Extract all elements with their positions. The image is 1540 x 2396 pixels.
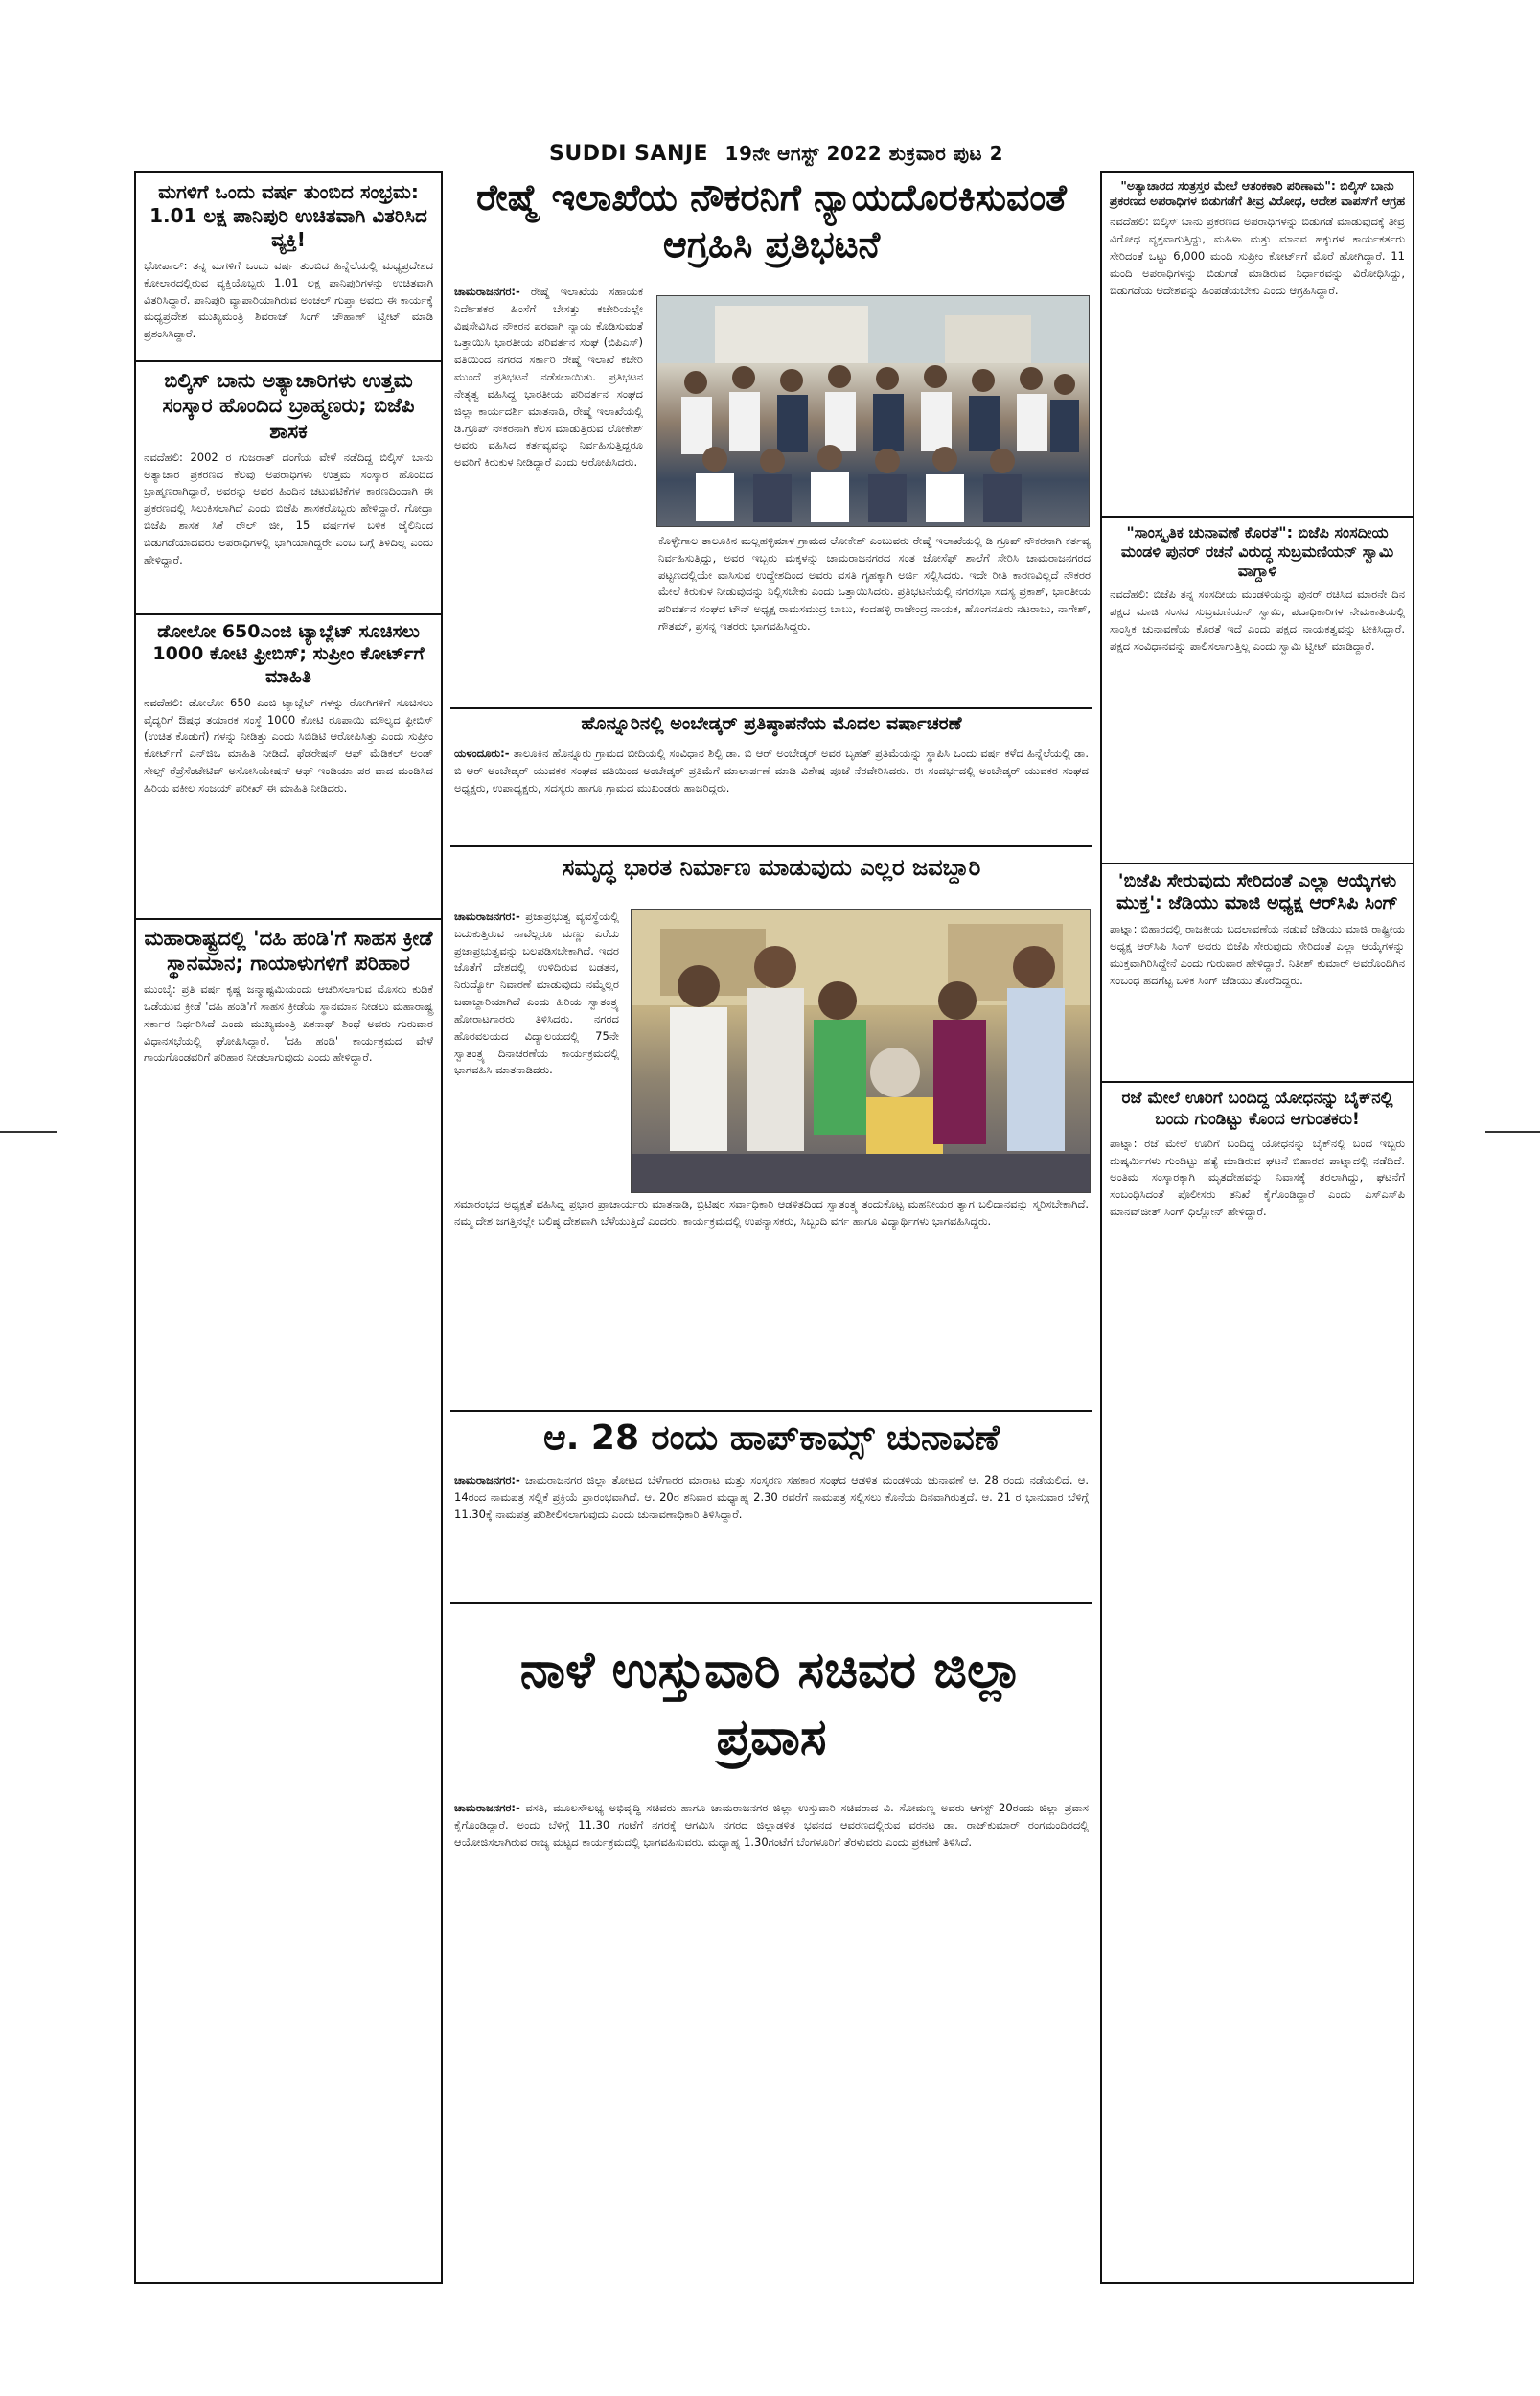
rule-hopcoms-top bbox=[450, 1410, 1092, 1412]
right-story1-headline: "ಅತ್ಯಾಚಾರದ ಸಂತ್ರಸ್ತರ ಮೇಲೆ ಆತಂಕಕಾರಿ ಪರಿಣಾಮ": ಬಿಲ್ಕಿಸ್ ಬಾನು ಪ್ರಕರಣದ ಅಪರಾಧಿಗಳ ಬಿಡುಗಡೆಗೆ ತೀವ್ರ ವಿರೋಧ, ಆದೇಶ ವಾಪಸ್‌ಗೆ ಆಗ್ರಹ bbox=[1109, 178, 1406, 208]
margin-tick-right bbox=[1485, 1131, 1540, 1133]
hopcoms-dateline: ಚಾಮರಾಜನಗರ:- bbox=[454, 1473, 520, 1486]
felicitation-photo-icon bbox=[632, 910, 1090, 1192]
left-story3-body: ನವದೆಹಲಿ: ಡೋಲೋ 650 ಎಂಜಿ ಟ್ಯಾಬ್ಲೆಟ್ ಗಳನ್ನು ರೋಗಿಗಳಿಗೆ ಸೂಚಿಸಲು ವೈದ್ಯರಿಗೆ ಔಷಧ ತಯಾರಕ ಸಂಸ್ಥೆ 1000 ಕೋಟಿ ರೂಪಾಯಿ ಮೌಲ್ಯದ ಫ್ರೀಬಿಸ್ (ಉಚಿತ ಕೊಡುಗೆ) ಗಳನ್ನು ನೀಡಿತ್ತು ಎಂದು ಸಿಬಿಡಿಟಿ ಆರೋಪಿಸಿತ್ತು ಎಂದು ಸುಪ್ರೀಂ ಕೋರ್ಟ್‌ಗೆ ಎನ್‌ಜಿಒ ಮಾಹಿತಿ ನೀಡಿದೆ. ಫೆಡರೇಷನ್ ಆಫ್ ಮೆಡಿಕಲ್ ಅಂಡ್ ಸೇಲ್ಸ್ ರೆಪ್ರೆಸೆಂಟೇಟಿವ್ ಅಸೋಸಿಯೇಷನ್ ಆಫ್ ಇಂಡಿಯಾ ಪರ ವಾದ ಮಂಡಿಸಿದ ಹಿರಿಯ ವಕೀಲ ಸಂಜಯ್ ಪರೀಖ್ ಈ ಮಾಹಿತಿ ನೀಡಿದರು. bbox=[144, 695, 433, 795]
ambedkar-body-block bbox=[450, 746, 1092, 841]
margin-tick-left bbox=[0, 1131, 57, 1133]
samruddha-body-full: ಸಮಾರಂಭದ ಅಧ್ಯಕ್ಷತೆ ವಹಿಸಿದ್ದ ಪ್ರಭಾರ ಪ್ರಾಚಾರ್ಯರು ಮಾತನಾಡಿ, ಬ್ರಿಟಿಷರ ಸರ್ವಾಧಿಕಾರಿ ಆಡಳಿತದಿಂದ ಸ್ವಾತಂತ್ರ್ಯ ತಂದುಕೊಟ್ಟ ಮಹನೀಯರ ತ್ಯಾಗ ಬಲಿದಾನವನ್ನು ಸ್ಮರಿಸಬೇಕಾಗಿದೆ. ನಮ್ಮ ದೇಶ ಜಗತ್ತಿನಲ್ಲೇ ಬಲಿಷ್ಠ ದೇಶವಾಗಿ ಬೆಳೆಯುತ್ತಿದೆ ಎಂದರು. ಕಾರ್ಯಕ್ರಮದಲ್ಲಿ ಉಪನ್ಯಾಸಕರು, ಸಿಬ್ಬಂದಿ ವರ್ಗ ಹಾಗೂ ವಿದ್ಯಾರ್ಥಿಗಳು ಭಾಗವಹಿಸಿದ್ದರು. bbox=[454, 1197, 1089, 1228]
right-story4-headline: ರಜೆ ಮೇಲೆ ಊರಿಗೆ ಬಂದಿದ್ದ ಯೋಧನನ್ನು ಬೈಕ್‌ನಲ್ಲಿ ಬಂದು ಗುಂಡಿಟ್ಟು ಕೊಂದ ಆಗುಂತಕರು! bbox=[1121, 1089, 1393, 1129]
lead-photo bbox=[656, 295, 1090, 527]
right-story3-headline: 'ಬಿಜೆಪಿ ಸೇರುವುದು ಸೇರಿದಂತೆ ಎಲ್ಲಾ ಆಯ್ಕೆಗಳು ಮುಕ್ತ': ಜೆಡಿಯು ಮಾಜಿ ಅಧ್ಯಕ್ಷ ಆರ್‌ಸಿಪಿ ಸಿಂಗ್ bbox=[1116, 869, 1398, 914]
ambedkar-dateline: ಯಳಂದೂರು:- bbox=[454, 747, 510, 760]
right-story3-body: ಪಾಟ್ನಾ: ಬಿಹಾರದಲ್ಲಿ ರಾಜಕೀಯ ಬದಲಾವಣೆಯ ನಡುವೆ ಜೆಡಿಯು ಮಾಜಿ ರಾಷ್ಟ್ರೀಯ ಅಧ್ಯಕ್ಷ ಆರ್‌ಸಿಪಿ ಸಿಂಗ್ ಅವರು ಬಿಜೆಪಿ ಸೇರುವುದು ಸೇರಿದಂತೆ ಎಲ್ಲಾ ಆಯ್ಕೆಗಳನ್ನು ಮುಕ್ತವಾಗಿರಿಸಿದ್ದೇನೆ ಎಂದು ಗುರುವಾರ ಹೇಳಿದ್ದಾರೆ. ನಿತೀಶ್ ಕುಮಾರ್ ಅವರೊಂದಿಗಿನ ಸಂಬಂಧ ಹದಗೆಟ್ಟ ಬಳಿಕ ಸಿಂಗ್ ಜೆಡಿಯು ತೊರೆದಿದ್ದರು. bbox=[1110, 922, 1405, 987]
left-story3-headline: ಡೋಲೋ 650ಎಂಜಿ ಟ್ಯಾಬ್ಲೆಟ್ ಸೂಚಿಸಲು 1000 ಕೋಟಿ ಫ್ರೀಬಿಸ್; ಸುಪ್ರೀಂ ಕೋರ್ಟ್‌ಗೆ ಮಾಹಿತಿ bbox=[152, 620, 425, 687]
left-story2-headline: ಬಿಲ್ಕಿಸ್ ಬಾನು ಅತ್ಯಾಚಾರಿಗಳು ಉತ್ತಮ ಸಂಸ್ಕಾರ ಹೊಂದಿದ ಬ್ರಾಹ್ಮಣರು; ಬಿಜೆಪಿ ಶಾಸಕ bbox=[162, 369, 415, 443]
masthead bbox=[134, 142, 1418, 166]
left-column bbox=[134, 171, 443, 2284]
right-story2-body: ನವದೆಹಲಿ: ಬಿಜೆಪಿ ತನ್ನ ಸಂಸದೀಯ ಮಂಡಳಿಯನ್ನು ಪುನರ್ ರಚಿಸಿದ ಮಾರನೇ ದಿನ ಪಕ್ಷದ ಮಾಜಿ ಸಂಸದ ಸುಬ್ರಮಣಿಯನ್ ಸ್ವಾಮಿ, ಪದಾಧಿಕಾರಿಗಳ ನೇಮಕಾತಿಯಲ್ಲಿ ಸಾಂಸ್ಥಿಕ ಚುನಾವಣೆಯ ಕೊರತೆ ಇದೆ ಎಂದು ಪಕ್ಷದ ನಾಯಕತ್ವವನ್ನು ಟೀಕಿಸಿದ್ದಾರೆ. ಪಕ್ಷದ ಸಂವಿಧಾನವನ್ನು ಪಾಲಿಸಲಾಗುತ್ತಿಲ್ಲ ಎಂದು ಸ್ವಾಮಿ ಟ್ವೀಟ್ ಮಾಡಿದ್ದಾರೆ. bbox=[1110, 587, 1405, 653]
lead-body-left: ರೇಷ್ಮೆ ಇಲಾಖೆಯ ಸಹಾಯಕ ನಿರ್ದೇಶಕರ ಹಿಂಸೆಗೆ ಬೇಸತ್ತು ಕಚೇರಿಯಲ್ಲೇ ವಿಷಸೇವಿಸಿದ ನೌಕರನ ಪರವಾಗಿ ನ್ಯಾಯ ಕೊಡಿಸುವಂತೆ ಒತ್ತಾಯಿಸಿ ಭಾರತೀಯ ಪರಿವರ್ತನ ಸಂಘ (ಬಿಪಿಎಸ್) ವತಿಯಿಂದ ನಗರದ ಸರ್ಕಾರಿ ರೇಷ್ಮೆ ಇಲಾಖೆ ಕಚೇರಿ ಮುಂದೆ ಪ್ರತಿಭಟನೆ ನಡೆಸಲಾಯಿತು. ಪ್ರತಿಭಟನ ನೇತೃತ್ವ ವಹಿಸಿದ್ದ ಭಾರತೀಯ ಪರಿವರ್ತನ ಸಂಘದ ಜಿಲ್ಲಾ ಕಾರ್ಯದರ್ಶಿ ಮಾತನಾಡಿ, ರೇಷ್ಮೆ ಇಲಾಖೆಯಲ್ಲಿ ಡಿ.ಗ್ರೂಪ್ ನೌಕರನಾಗಿ ಕೆಲಸ ಮಾಡುತ್ತಿರುವ ಲೋಕೇಶ್ ಅವರು ವಹಿಸಿದ ಕರ್ತವ್ಯವನ್ನು ನಿರ್ವಹಿಸುತ್ತಿದ್ದರೂ ಅವರಿಗೆ ಕಿರುಕುಳ ನೀಡಿದ್ದಾರೆ ಎಂದು ಆರೋಪಿಸಿದರು. bbox=[454, 285, 644, 470]
hopcoms-body-block bbox=[450, 1472, 1092, 1597]
hopcoms-body: ಚಾಮರಾಜನಗರ ಜಿಲ್ಲಾ ತೋಟದ ಬೆಳೆಗಾರರ ಮಾರಾಟ ಮತ್ತು ಸಂಸ್ಕರಣ ಸಹಕಾರ ಸಂಘದ ಆಡಳಿತ ಮಂಡಳಿಯ ಚುನಾವಣೆ ಆ. 28 ರಂದು ನಡೆಯಲಿದೆ. ಆ. 14ರಂದ ನಾಮಪತ್ರ ಸಲ್ಲಿಕೆ ಪ್ರಕ್ರಿಯೆ ಪ್ರಾರಂಭವಾಗಿದೆ. ಆ. 20ರ ಶನಿವಾರ ಮಧ್ಯಾಹ್ನ 2.30 ರವರೆಗೆ ನಾಮಪತ್ರ ಸಲ್ಲಿಸಲು ಕೊನೆಯ ದಿನವಾಗಿರುತ್ತದೆ. ಆ. 21 ರ ಭಾನುವಾರ ಬೆಳಿಗ್ಗೆ 11.30ಕ್ಕೆ ನಾಮಪತ್ರ ಪರಿಶೀಲಿಸಲಾಗುವುದು ಎಂದು ಚುನಾವಣಾಧಿಕಾರಿ ತಿಳಿಸಿದ್ದಾರೆ. bbox=[454, 1473, 1090, 1521]
left-story1-body: ಭೋಪಾಲ್: ತನ್ನ ಮಗಳಿಗೆ ಒಂದು ವರ್ಷ ತುಂಬಿದ ಹಿನ್ನೆಲೆಯಲ್ಲಿ ಮಧ್ಯಪ್ರದೇಶದ ಕೋಲಾರದಲ್ಲಿರುವ ವ್ಯಕ್ತಿಯೊಬ್ಬರು 1.01 ಲಕ್ಷ ಪಾನಿಪುರಿಗಳನ್ನು ಉಚಿತವಾಗಿ ವಿತರಿಸಿದ್ದಾರೆ. ಪಾನಿಪುರಿ ವ್ಯಾಪಾರಿಯಾಗಿರುವ ಅಂಚಲ್ ಗುಪ್ತಾ ಅವರು ಈ ಕಾರ್ಯಕ್ಕೆ ಮಧ್ಯಪ್ರದೇಶ ಮುಖ್ಯಮಂತ್ರಿ ಶಿವರಾಜ್ ಸಿಂಗ್ ಚೌಹಾಣ್ ಟ್ವೀಟ್ ಮಾಡಿ ಪ್ರಶಂಸಿಸಿದ್ದಾರೆ. bbox=[144, 259, 433, 341]
left-story1-headline: ಮಗಳಿಗೆ ಒಂದು ವರ್ಷ ತುಂಬಿದ ಸಂಭ್ರಮ: 1.01 ಲಕ್ಷ ಪಾನಿಪುರಿ ಉಚಿತವಾಗಿ ವಿತರಿಸಿದ ವ್ಯಕ್ತಿ! bbox=[149, 180, 427, 251]
hopcoms-headline: ಆ. 28 ರಂದು ಹಾಪ್‌ಕಾಮ್ಸ್ ಚುನಾವಣೆ bbox=[542, 1418, 1000, 1458]
left-story2-body: ನವದೆಹಲಿ: 2002 ರ ಗುಜರಾತ್ ದಂಗೆಯ ವೇಳೆ ನಡೆದಿದ್ದ ಬಿಲ್ಕಿಸ್ ಬಾನು ಅತ್ಯಾಚಾರ ಪ್ರಕರಣದ ಕೆಲವು ಅಪರಾಧಿಗಳು ಉತ್ತಮ ಸಂಸ್ಕಾರ ಹೊಂದಿದ ಬ್ರಾಹ್ಮಣರಾಗಿದ್ದಾರೆ, ಅವರನ್ನು ಅವರ ಹಿಂದಿನ ಚಟುವಟಿಕೆಗಳ ಕಾರಣದಿಂದಾಗಿ ಈ ಪ್ರಕರಣದಲ್ಲಿ ಸಿಲುಕಿಸಲಾಗಿದೆ ಎಂದು ಬಿಜೆಪಿ ಶಾಸಕರೊಬ್ಬರು ಹೇಳಿದ್ದಾರೆ. ಗೋಧ್ರಾ ಬಿಜೆಪಿ ಶಾಸಕ ಸಿಕೆ ರೌಲ್ ಜೀ, 15 ವರ್ಷಗಳ ಬಳಿಕ ಜೈಲಿನಿಂದ ಬಿಡುಗಡೆಯಾದವರು ಅಪರಾಧಿಗಳಲ್ಲಿ ಭಾಗಿಯಾಗಿದ್ದರೇ ಎಂಬ ಬಗ್ಗೆ ತಿಳಿದಿಲ್ಲ ಎಂದು ಹೇಳಿದ್ದಾರೆ. bbox=[144, 449, 433, 566]
ambedkar-headline: ಹೊನ್ನೂರಿನಲ್ಲಿ ಅಂಬೇಡ್ಕರ್ ಪ್ರತಿಷ್ಠಾಪನೆಯ ಮೊದಲ ವರ್ಷಾಚರಣೆ bbox=[581, 713, 962, 734]
right-story4-body: ಪಾಟ್ನಾ: ರಜೆ ಮೇಲೆ ಊರಿಗೆ ಬಂದಿದ್ದ ಯೋಧನನ್ನು ಬೈಕ್‌ನಲ್ಲಿ ಬಂದ ಇಬ್ಬರು ದುಷ್ಕರ್ಮಿಗಳು ಗುಂಡಿಟ್ಟು ಹತ್ಯೆ ಮಾಡಿರುವ ಘಟನೆ ಬಿಹಾರದ ಪಾಟ್ನಾದಲ್ಲಿ ನಡೆದಿದೆ. ಅಂತಿಮ ಸಂಸ್ಕಾರಕ್ಕಾಗಿ ಮೃತದೇಹವನ್ನು ನಿವಾಸಕ್ಕೆ ತರಲಾಗಿದ್ದು, ಘಟನೆಗೆ ಸಂಬಂಧಿಸಿದಂತೆ ಪೊಲೀಸರು ತನಿಖೆ ಕೈಗೊಂಡಿದ್ದಾರೆ ಎಂದು ಎಸ್‌ಎಸ್‌ಪಿ ಮಾನವ್‌ಜೀತ್ ಸಿಂಗ್ ಧಿಲ್ಲೋನ್ ಹೇಳಿದ್ದಾರೆ. bbox=[1110, 1136, 1405, 1219]
rule-samruddha-top bbox=[450, 845, 1092, 847]
right-column bbox=[1100, 171, 1414, 2284]
left-story4-headline: ಮಹಾರಾಷ್ಟ್ರದಲ್ಲಿ 'ದಹಿ ಹಂಡಿ'ಗೆ ಸಾಹಸ ಕ್ರೀಡೆ ಸ್ಥಾನಮಾನ; ಗಾಯಾಳುಗಳಿಗೆ ಪರಿಹಾರ bbox=[144, 926, 433, 975]
samruddha-body-left: ಪ್ರಜಾಪ್ರಭುತ್ವ ವ್ಯವಸ್ಥೆಯಲ್ಲಿ ಬದುಕುತ್ತಿರುವ ನಾವೆಲ್ಲರೂ ಮಣ್ಣು ಎರೆದು ಪ್ರಜಾಪ್ರಭುತ್ವವನ್ನು ಬಲಪಡಿಸಬೇಕಾಗಿದೆ. ಇದರ ಜೊತೆಗೆ ದೇಶದಲ್ಲಿ ಉಳಿದಿರುವ ಬಡತನ, ನಿರುದ್ಯೋಗ ನಿವಾರಣೆ ಮಾಡುವುದು ನಮ್ಮೆಲ್ಲರ ಜವಾಬ್ದಾರಿಯಾಗಿದೆ ಎಂದು ಹಿರಿಯ ಸ್ವಾತಂತ್ರ್ಯ ಹೋರಾಟಗಾರರು ತಿಳಿಸಿದರು. ನಗರದ ಹೊರವಲಯದ ವಿದ್ಯಾಲಯದಲ್ಲಿ 75ನೇ ಸ್ವಾತಂತ್ರ್ಯ ದಿನಾಚರಣೆಯ ಕಾರ್ಯಕ್ರಮದಲ್ಲಿ ಭಾಗವಹಿಸಿ ಮಾತನಾಡಿದರು. bbox=[454, 910, 619, 1077]
center-section bbox=[450, 171, 1092, 2284]
lead-dateline: ಚಾಮರಾಜನಗರ:- bbox=[454, 285, 520, 298]
minister-body-block bbox=[450, 1800, 1092, 1915]
rule-ambedkar-top bbox=[450, 707, 1092, 709]
samruddha-body-left-col bbox=[450, 909, 623, 1196]
minister-headline: ನಾಳೆ ಉಸ್ತುವಾರಿ ಸಚಿವರ ಜಿಲ್ಲಾ ಪ್ರವಾಸ bbox=[519, 1642, 1023, 1767]
samruddha-dateline: ಚಾಮರಾಜನಗರ:- bbox=[454, 910, 520, 923]
left-story4-body: ಮುಂಬೈ: ಪ್ರತಿ ವರ್ಷ ಕೃಷ್ಣ ಜನ್ಮಾಷ್ಟಮಿಯಂದು ಆಚರಿಸಲಾಗುವ ಮೊಸರು ಕುಡಿಕೆ ಒಡೆಯುವ ಕ್ರೀಡೆ 'ದಹಿ ಹಂಡಿ'ಗೆ ಸಾಹಸ ಕ್ರೀಡೆಯ ಸ್ಥಾನಮಾನ ನೀಡಲು ಮಹಾರಾಷ್ಟ್ರ ಸರ್ಕಾರ ನಿರ್ಧರಿಸಿದೆ ಎಂದು ಮುಖ್ಯಮಂತ್ರಿ ಏಕನಾಥ್ ಶಿಂಧೆ ಅವರು ಗುರುವಾರ ವಿಧಾನಸಭೆಯಲ್ಲಿ ಘೋಷಿಸಿದ್ದಾರೆ. 'ದಹಿ ಹಂಡಿ' ಕಾರ್ಯಕ್ರಮದ ವೇಳೆ ಗಾಯಗೊಂಡವರಿಗೆ ಪರಿಹಾರ ನೀಡಲಾಗುವುದು ಎಂದು ಹೇಳಿದ್ದಾರೆ. bbox=[144, 982, 433, 1065]
date-line: 19ನೇ ಆಗಸ್ಟ್ 2022 ಶುಕ್ರವಾರ ಪುಟ 2 bbox=[724, 142, 1003, 165]
samruddha-body-full-col bbox=[450, 1196, 1092, 1407]
minister-body: ವಸತಿ, ಮೂಲಸೌಲಭ್ಯ ಅಭಿವೃದ್ಧಿ ಸಚಿವರು ಹಾಗೂ ಚಾಮರಾಜನಗರ ಜಿಲ್ಲಾ ಉಸ್ತುವಾರಿ ಸಚಿವರಾದ ವಿ. ಸೋಮಣ್ಣ ಅವರು ಆಗಸ್ಟ್ 20ರಂದು ಜಿಲ್ಲಾ ಪ್ರವಾಸ ಕೈಗೊಂಡಿದ್ದಾರೆ. ಅಂದು ಬೆಳಿಗ್ಗೆ 11.30 ಗಂಟೆಗೆ ನಗರಕ್ಕೆ ಆಗಮಿಸಿ ನಗರದ ಜಿಲ್ಲಾಡಳಿತ ಭವನದ ಆವರಣದಲ್ಲಿರುವ ವರನಟ ಡಾ. ರಾಜ್‌ಕುಮಾರ್ ರಂಗಮಂದಿರದಲ್ಲಿ ಆಯೋಜಿಸಲಾಗಿರುವ ರಾಜ್ಯ ಮಟ್ಟದ ಕಾರ್ಯಕ್ರಮದಲ್ಲಿ ಭಾಗವಹಿಸುವರು. ಮಧ್ಯಾಹ್ನ 1.30ಗಂಟೆಗೆ ಬೆಂಗಳೂರಿಗೆ ತೆರಳುವರು ಎಂದು ಪ್ರಕಟಣೆ ತಿಳಿಸಿದೆ. bbox=[454, 1801, 1090, 1849]
samruddha-photo bbox=[631, 909, 1091, 1193]
lead-headline: ರೇಷ್ಮೆ ಇಲಾಖೆಯ ನೌಕರನಿಗೆ ನ್ಯಾಯದೊರಕಿಸುವಂತೆ ಆಗ್ರಹಿಸಿ ಪ್ರತಿಭಟನೆ bbox=[476, 176, 1067, 266]
right-story2-headline: "ಸಾಂಸ್ಕೃತಿಕ ಚುನಾವಣೆ ಕೊರತೆ": ಬಿಜೆಪಿ ಸಂಸದೀಯ ಮಂಡಳಿ ಪುನರ್ ರಚನೆ ವಿರುದ್ಧ ಸುಬ್ರಮಣಿಯನ್ ಸ್ವಾಮಿ ವಾಗ್ದಾಳಿ bbox=[1120, 523, 1394, 581]
lead-body-right: ಕೊಳ್ಳೇಗಾಲ ತಾಲೂಕಿನ ಮಲ್ಲಹಳ್ಳಿಮಾಳ ಗ್ರಾಮದ ಲೋಕೇಶ್ ಎಂಬುವರು ರೇಷ್ಮೆ ಇಲಾಖೆಯಲ್ಲಿ ಡಿ ಗ್ರೂಪ್ ನೌಕರನಾಗಿ ಕರ್ತವ್ಯ ನಿರ್ವಹಿಸುತ್ತಿದ್ದು, ಅವರ ಇಬ್ಬರು ಮಕ್ಕಳನ್ನು ಚಾಮರಾಜನಗರದ ಸಂತ ಜೋಸೆಫ್ ಶಾಲೆಗೆ ಸೇರಿಸಿ ಚಾಮರಾಜನಗರದ ಪಟ್ಟಣದಲ್ಲಿಯೇ ವಾಸಿಸುವ ಉದ್ದೇಶದಿಂದ ಅವರು ವಸತಿ ಗೃಹಕ್ಕಾಗಿ ಅರ್ಜಿ ಸಲ್ಲಿಸಿದರು. ಇದೇ ರೀತಿ ಕಾರಣವಿಲ್ಲದೆ ನೌಕರರ ಮೇಲೆ ಕಿರುಕುಳ ನೀಡುವುದನ್ನು ನಿಲ್ಲಿಸಬೇಕು ಎಂದು ಒತ್ತಾಯಿಸಿದರು. ಪ್ರತಿಭಟನೆಯಲ್ಲಿ ನಗರಸಭಾ ಸದಸ್ಯ ಪ್ರಕಾಶ್, ಭಾರತೀಯ ಪರಿವರ್ತನ ಸಂಘದ ಟೌನ್ ಅಧ್ಯಕ್ಷ ರಾಮಸಮುದ್ರ ಬಾಬು, ಕಂದಹಳ್ಳಿ ರಾಜೇಂದ್ರ ನಾಯಕ, ಹೊಂಗನೂರು ನಟರಾಜು, ನಾಗೇಶ್, ಗೌತಮ್, ಪ್ರಸನ್ನ ಇತರರು ಭಾಗವಹಿಸಿದ್ದರು. bbox=[658, 534, 1091, 634]
samruddha-headline: ಸಮೃದ್ಧ ಭಾರತ ನಿರ್ಮಾಣ ಮಾಡುವುದು ಎಲ್ಲರ ಜವಬ್ದಾರಿ bbox=[562, 854, 981, 881]
minister-dateline: ಚಾಮರಾಜನಗರ:- bbox=[454, 1801, 520, 1814]
protest-group-photo-icon bbox=[657, 296, 1089, 526]
lead-body-left-col bbox=[450, 284, 647, 667]
rule-minister-top bbox=[450, 1602, 1092, 1604]
ambedkar-body: ತಾಲೂಕಿನ ಹೊನ್ನೂರು ಗ್ರಾಮದ ಬೀದಿಯಲ್ಲಿ ಸಂವಿಧಾನ ಶಿಲ್ಪಿ ಡಾ. ಬಿ ಆರ್ ಅಂಬೇಡ್ಕರ್ ಅವರ ಬೃಹತ್ ಪ್ರತಿಮೆಯನ್ನು ಸ್ಥಾಪಿಸಿ ಒಂದು ವರ್ಷ ಕಳೆದ ಹಿನ್ನೆಲೆಯಲ್ಲಿ ಡಾ. ಬಿ ಆರ್ ಅಂಬೇಡ್ಕರ್ ಯುವಕರ ಸಂಘದ ವತಿಯಿಂದ ಅಂಬೇಡ್ಕರ್ ಪ್ರತಿಮೆಗೆ ಮಾಲಾರ್ಪಣೆ ಮಾಡಿ ವಿಶೇಷ ಪೂಜೆ ನೆರವೇರಿಸಿದರು. ಈ ಸಂದರ್ಭದಲ್ಲಿ ಅಂಬೇಡ್ಕರ್ ಯುವಕರ ಸಂಘದ ಅಧ್ಯಕ್ಷರು, ಉಪಾಧ್ಯಕ್ಷರು, ಸದಸ್ಯರು ಹಾಗೂ ಗ್ರಾಮದ ಮುಖಂಡರು ಹಾಜರಿದ್ದರು. bbox=[454, 747, 1089, 795]
paper-name: SUDDI SANJE bbox=[549, 142, 709, 166]
lead-body-right-col bbox=[656, 533, 1092, 705]
right-story1-body: ನವದೆಹಲಿ: ಬಿಲ್ಕಿಸ್ ಬಾನು ಪ್ರಕರಣದ ಅಪರಾಧಿಗಳನ್ನು ಬಿಡುಗಡೆ ಮಾಡುವುದಕ್ಕೆ ತೀವ್ರ ವಿರೋಧ ವ್ಯಕ್ತವಾಗುತ್ತಿದ್ದು, ಮಹಿಳಾ ಮತ್ತು ಮಾನವ ಹಕ್ಕುಗಳ ಕಾರ್ಯಕರ್ತರು ಸೇರಿದಂತೆ ಒಟ್ಟು 6,000 ಮಂದಿ ಸುಪ್ರೀಂ ಕೋರ್ಟ್‌ಗೆ ಮೊರೆ ಹೋಗಿದ್ದಾರೆ. 11 ಮಂದಿ ಅಪರಾಧಿಗಳನ್ನು ಬಿಡುಗಡೆ ಮಾಡಿರುವ ನಿರ್ಧಾರವನ್ನು ವಿರೋಧಿಸಿದ್ದು, ಬಿಡುಗಡೆಯ ಆದೇಶವನ್ನು ಹಿಂಪಡೆಯಬೇಕು ಎಂದು ಆಗ್ರಹಿಸಿದ್ದಾರೆ. bbox=[1110, 215, 1405, 297]
